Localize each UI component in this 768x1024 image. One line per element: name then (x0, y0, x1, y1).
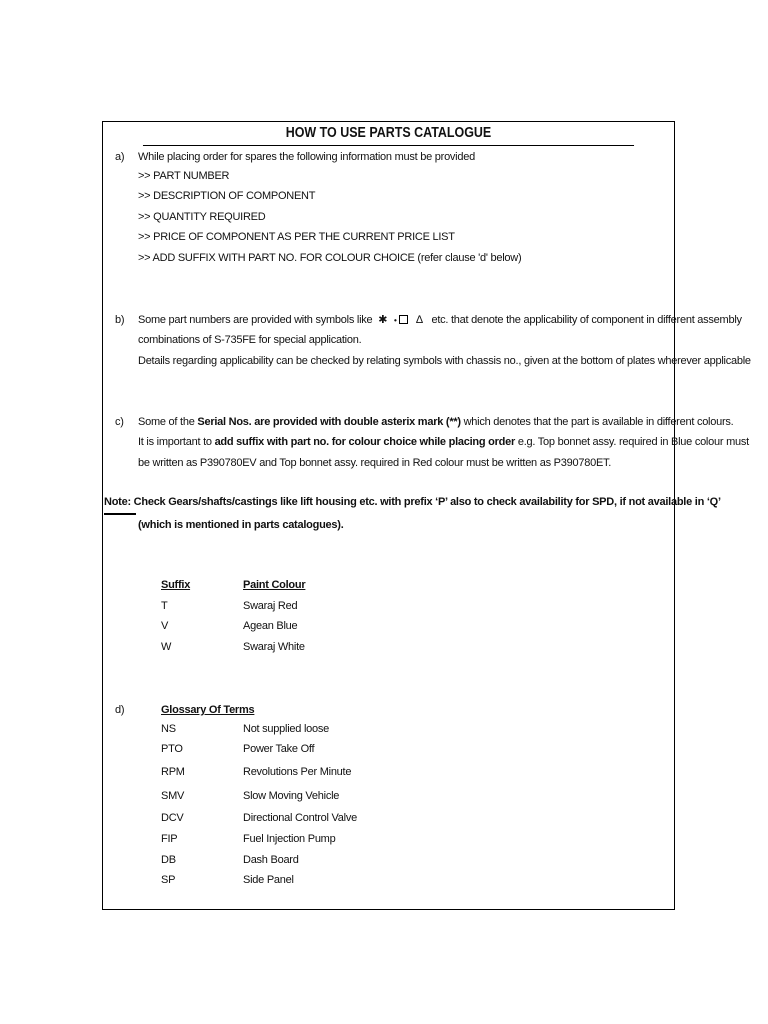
section-b-line2: combinations of S-735FE for special application. (138, 334, 362, 346)
section-a-intro: While placing order for spares the following information must be provided (138, 151, 475, 163)
section-b-line1-pre: Some part numbers are provided with symbols like (138, 314, 373, 326)
suffix-header: Suffix (161, 579, 191, 591)
section-c-line1-bold: Serial Nos. are provided with double asterix mark (**) (197, 416, 461, 428)
glossary-meaning: Slow Moving Vehicle (243, 790, 340, 802)
dot-symbol-icon: • (393, 316, 397, 325)
glossary-meaning: Directional Control Valve (243, 812, 357, 824)
glossary-abbr: FIP (161, 833, 178, 845)
colour-cell: Agean Blue (243, 620, 298, 632)
glossary-heading: Glossary Of Terms (161, 704, 255, 716)
glossary-abbr: NS (161, 723, 176, 735)
section-b-line3: Details regarding applicability can be checked by relating symbols with chassis no., given at the bottom of plates wherever applicable (138, 355, 751, 367)
page-title: HOW TO USE PARTS CATALOGUE (143, 122, 634, 146)
colour-cell: Swaraj White (243, 641, 305, 653)
section-a-label: a) (115, 151, 125, 163)
glossary-abbr: DB (161, 854, 176, 866)
glossary-abbr: PTO (161, 743, 183, 755)
glossary-abbr: SMV (161, 790, 185, 802)
section-c-line2-post: e.g. Top bonnet assy. required in Blue colour must (515, 436, 749, 448)
section-b-line1 (138, 313, 742, 328)
note-line1: Note: Check Gears/shafts/castings like lift housing etc. with prefix ‘P’ also to check availability for SPD, if not available in ‘Q’ (104, 496, 721, 508)
square-symbol-icon (399, 315, 408, 324)
section-a-item-part-number: >> PART NUMBER (138, 170, 230, 182)
glossary-abbr: RPM (161, 766, 185, 778)
note-underline (104, 513, 136, 515)
section-a-item-quantity: >> QUANTITY REQUIRED (138, 211, 266, 223)
paint-colour-header: Paint Colour (243, 579, 306, 591)
glossary-meaning: Side Panel (243, 874, 294, 886)
section-b-line1-post: etc. that denote the applicability of component in different assembly (431, 314, 742, 326)
glossary-meaning: Fuel Injection Pump (243, 833, 336, 845)
glossary-abbr: SP (161, 874, 176, 886)
section-c-label: c) (115, 416, 124, 428)
suffix-cell: V (161, 620, 169, 632)
section-a-item-price: >> PRICE OF COMPONENT AS PER THE CURRENT PRICE LIST (138, 231, 455, 243)
glossary-meaning: Dash Board (243, 854, 299, 866)
section-c-line3: be written as P390780EV and Top bonnet assy. required in Red colour must be written as P390780ET. (138, 457, 612, 469)
glossary-meaning: Revolutions Per Minute (243, 766, 352, 778)
section-c-line2-pre: It is important to (138, 436, 215, 448)
colour-cell: Swaraj Red (243, 600, 298, 612)
section-c-line2 (138, 435, 749, 449)
section-c-line2-bold: add suffix with part no. for colour choice while placing order (214, 436, 516, 448)
section-b-label: b) (115, 314, 125, 326)
asterisk-symbol-icon: ✱ (378, 314, 388, 326)
glossary-meaning: Power Take Off (243, 743, 315, 755)
section-c-line1-post: which denotes that the part is available in different colours. (460, 416, 734, 428)
glossary-abbr: DCV (161, 812, 184, 824)
section-c-line1 (138, 415, 733, 429)
section-a-item-description: >> DESCRIPTION OF COMPONENT (138, 190, 316, 202)
section-c-line1-pre: Some of the (138, 416, 198, 428)
suffix-cell: T (161, 600, 168, 612)
glossary-meaning: Not supplied loose (243, 723, 330, 735)
section-d-label: d) (115, 704, 125, 716)
section-a-item-suffix: >> ADD SUFFIX WITH PART NO. FOR COLOUR CHOICE (refer clause 'd' below) (138, 252, 522, 264)
note-line2: (which is mentioned in parts catalogues). (138, 519, 344, 531)
triangle-symbol-icon: ∆ (416, 314, 423, 326)
suffix-cell: W (161, 641, 172, 653)
